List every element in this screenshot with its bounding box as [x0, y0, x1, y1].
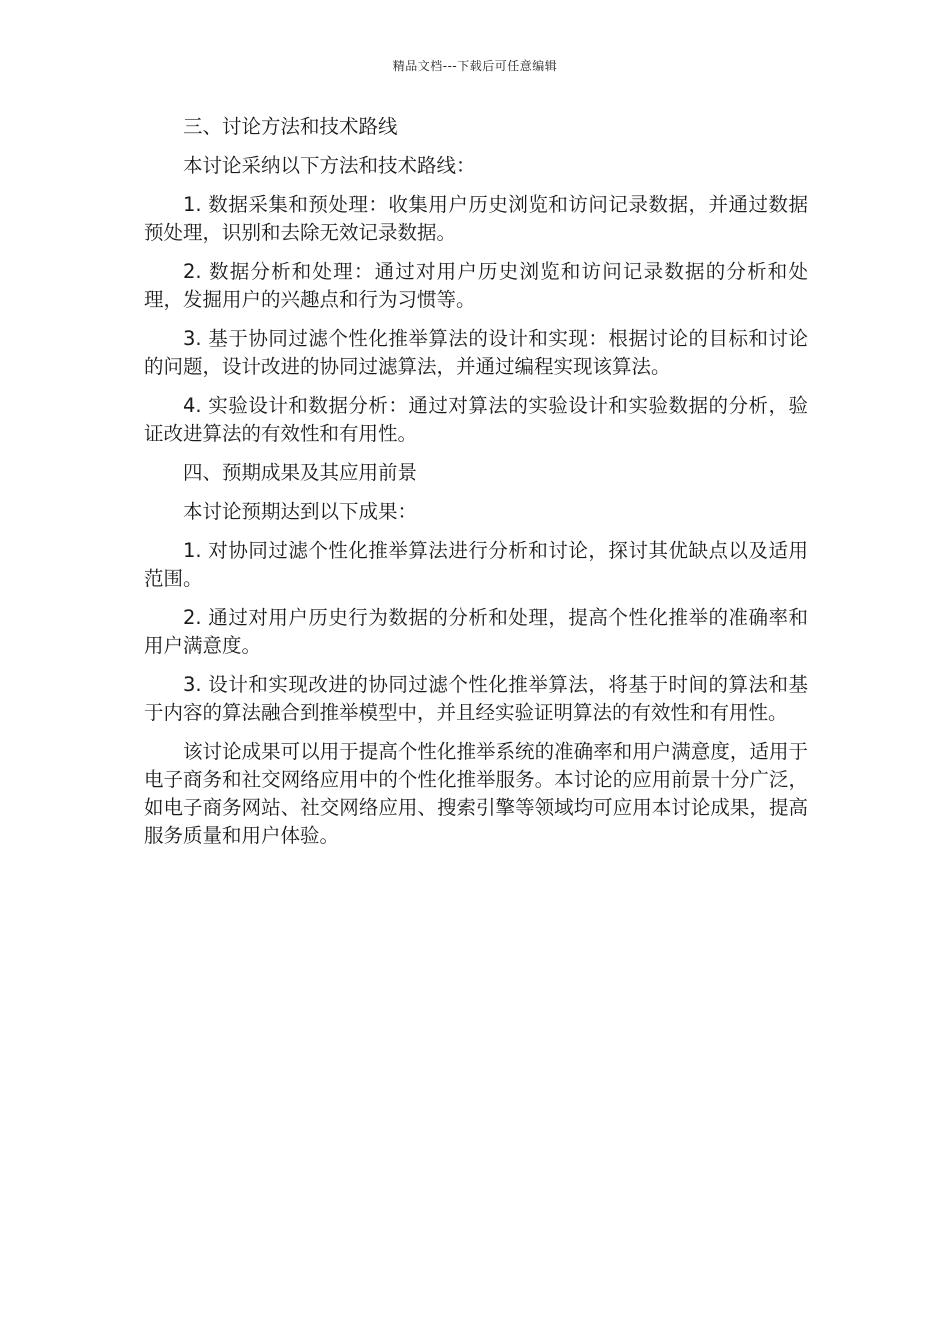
methods-intro: 本讨论采纳以下方法和技术路线：: [183, 154, 476, 177]
outcomes-item-2: 2. 通过对用户历史行为数据的分析和处理，提高个性化推举的准确率和用户满意度。: [144, 606, 808, 657]
outcomes-item-3: 3. 设计和实现改进的协同过滤个性化推举算法，将基于时间的算法和基于内容的算法融合到推举模型中，并且经实验证明算法的有效性和有用性。: [144, 673, 808, 724]
outcomes-item-1: 1. 对协同过滤个性化推举算法进行分析和讨论，探讨其优缺点以及适用范围。: [144, 539, 808, 590]
page-header: 精品文档---下载后可任意编辑: [392, 59, 558, 73]
section-heading-methods: 三、讨论方法和技术路线: [183, 115, 398, 138]
methods-item-3: 3. 基于协同过滤个性化推举算法的设计和实现：根据讨论的目标和讨论的问题，设计改进的协同过滤算法，并通过编程实现该算法。: [144, 327, 808, 378]
methods-item-1: 1. 数据采集和预处理：收集用户历史浏览和访问记录数据，并通过数据预处理，识别和去除无效记录数据。: [144, 193, 808, 244]
application-prospect: 该讨论成果可以用于提高个性化推举系统的准确率和用户满意度，适用于电子商务和社交网络应用中的个性化推举服务。本讨论的应用前景十分广泛，如电子商务网站、社交网络应用、搜索引擎等领域均可应用本讨论成果，提高服务质量和用户体验。: [144, 740, 808, 847]
document-body: [144, 113, 808, 861]
outcomes-intro: 本讨论预期达到以下成果：: [183, 500, 418, 523]
methods-item-2: 2. 数据分析和处理：通过对用户历史浏览和访问记录数据的分析和处理，发掘用户的兴趣点和行为习惯等。: [144, 260, 808, 311]
methods-item-4: 4. 实验设计和数据分析：通过对算法的实验设计和实验数据的分析，验证改进算法的有效性和有用性。: [144, 394, 808, 445]
section-heading-outcomes: 四、预期成果及其应用前景: [183, 461, 418, 484]
